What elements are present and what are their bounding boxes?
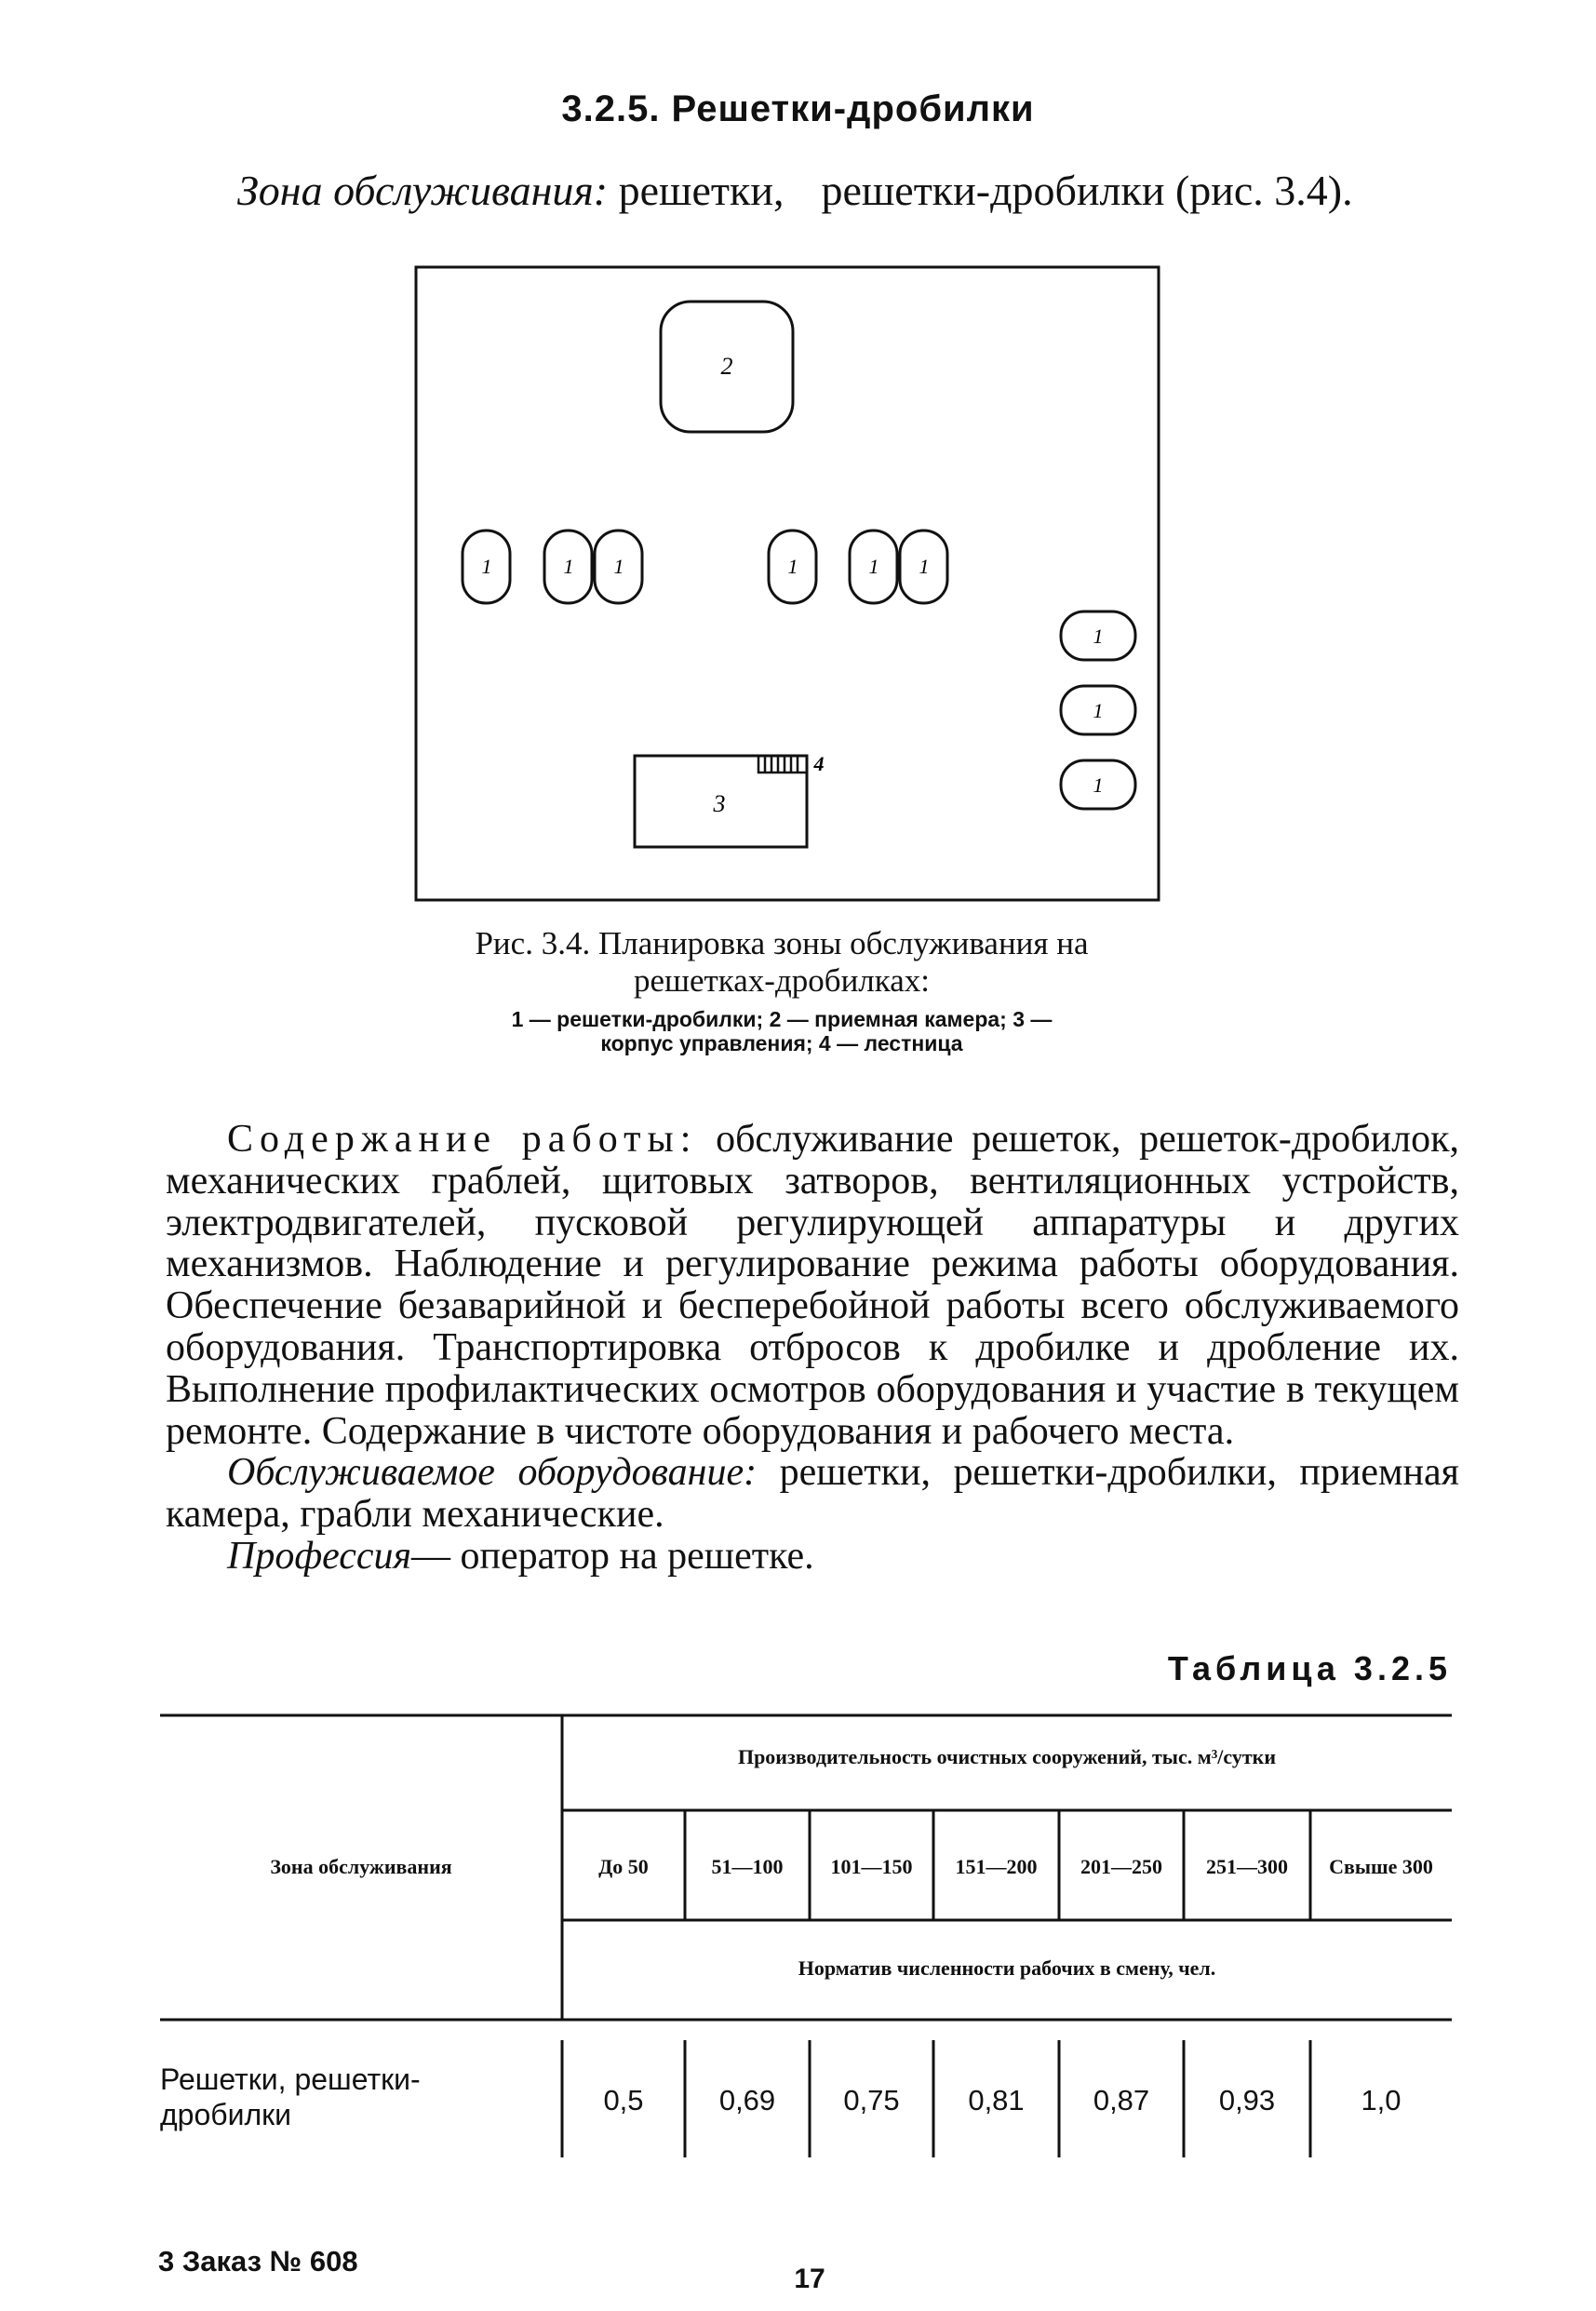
service-zone-line <box>237 166 1353 215</box>
content-label: Содержание работы: <box>227 1118 698 1161</box>
grate-label: 1 <box>868 555 879 578</box>
caption-line-2: решетках-дробилках: <box>633 962 931 999</box>
caption-line-1: Рис. 3.4. Планировка зоны обслуживания на <box>475 925 1089 961</box>
content-paragraph <box>166 1119 1459 1452</box>
zone-label: Зона обслуживания: <box>237 167 609 214</box>
grate-label: 1 <box>481 555 492 578</box>
grate-label: 1 <box>613 555 624 578</box>
range-cell: 251—300 <box>1206 1855 1288 1878</box>
grate-label: 1 <box>563 555 574 578</box>
range-cell: 101—150 <box>830 1855 913 1878</box>
profession-paragraph <box>166 1536 1459 1578</box>
grate-unit <box>544 531 592 603</box>
value-cell: 0,81 <box>968 2084 1025 2116</box>
norm-header: Норматив численности рабочих в смену, чел. <box>798 1956 1216 1980</box>
range-cell: 51—100 <box>711 1855 784 1878</box>
grate-column-right <box>1061 611 1135 809</box>
grate-unit <box>1061 686 1135 734</box>
receiving-chamber-label: 2 <box>720 353 733 380</box>
range-cell: Свыше 300 <box>1329 1855 1433 1878</box>
control-building-label: 3 <box>713 790 726 817</box>
stairs-label: 4 <box>813 752 825 775</box>
value-cell: 0,69 <box>718 2084 776 2116</box>
content-text: обслуживание решеток, решеток-дробилок, механических граблей, щитовых затворов, вентиляционных устройств, электродвигателей, пусковой регулирующей аппаратуры и других механизмов. Наблюдение и регулирование режима работы оборудования. Обеспечение безаварийной и бесперебойной работы всего обслуживаемого оборудования. Транспортировка отбросов к дробилке и дробление их. Выполнение профилактических осмотров оборудования и участие в текущем ремонте. Содержание в чистоте оборудования и рабочего места. <box>166 1118 1459 1453</box>
grate-label: 1 <box>919 555 930 578</box>
figure-legend <box>409 1007 1154 1055</box>
range-cell: 201—250 <box>1080 1855 1162 1878</box>
equipment-paragraph <box>166 1452 1459 1536</box>
grate-unit <box>769 531 816 603</box>
grate-unit <box>463 531 510 603</box>
grate-unit <box>1061 611 1135 660</box>
section-heading: 3.2.5. Решетки-дробилки <box>561 88 1035 129</box>
grate-label: 1 <box>1093 625 1104 648</box>
zone-items-1: решетки, <box>618 167 785 214</box>
grate-label: 1 <box>787 555 798 578</box>
grate-unit <box>595 531 642 603</box>
equipment-label: Обслуживаемое оборудование: <box>227 1451 758 1495</box>
value-cell: 0,5 <box>603 2084 644 2116</box>
value-cell: 0,87 <box>1093 2084 1150 2116</box>
value-cell: 0,75 <box>843 2084 900 2116</box>
body-text <box>166 1119 1459 1578</box>
figure-frame <box>416 267 1159 900</box>
legend-line-1: 1 — решетки-дробилки; 2 — приемная камера; 3 — <box>511 1007 1053 1031</box>
grate-unit <box>1061 760 1135 809</box>
col-zone-header: Зона обслуживания <box>270 1855 452 1878</box>
stairs-shape <box>758 756 807 773</box>
page-number: 17 <box>794 2264 825 2294</box>
capacity-header: Производительность очистных сооружений, тыс. м³/сутки <box>737 1745 1277 1768</box>
grate-label: 1 <box>1093 773 1104 797</box>
zone-items-2: решетки-дробилки (рис. 3.4). <box>821 167 1353 214</box>
grate-label: 1 <box>1093 699 1104 722</box>
range-cell: 151—200 <box>955 1855 1038 1878</box>
range-cell: До 50 <box>598 1855 649 1878</box>
profession-label: Профессия <box>227 1534 412 1578</box>
equipment-text: решетки, решетки-дробилки, приемная камера, грабли механические. <box>166 1451 1459 1537</box>
order-number: 3 Заказ № 608 <box>158 2245 358 2277</box>
legend-line-2: корпус управления; 4 — лестница <box>600 1031 963 1055</box>
grate-unit <box>850 531 897 603</box>
value-cell: 0,93 <box>1218 2084 1276 2116</box>
layout-plan-figure <box>409 262 1173 914</box>
table-label: Таблица 3.2.5 <box>1167 1649 1452 1687</box>
grate-unit <box>900 531 947 603</box>
profession-text: — оператор на решетке. <box>411 1534 814 1578</box>
row-label: Решетки, решетки-дробилки <box>160 2062 421 2131</box>
grate-row-top <box>463 531 947 603</box>
figure-caption <box>409 925 1154 1000</box>
value-cell: 1,0 <box>1361 2084 1402 2116</box>
